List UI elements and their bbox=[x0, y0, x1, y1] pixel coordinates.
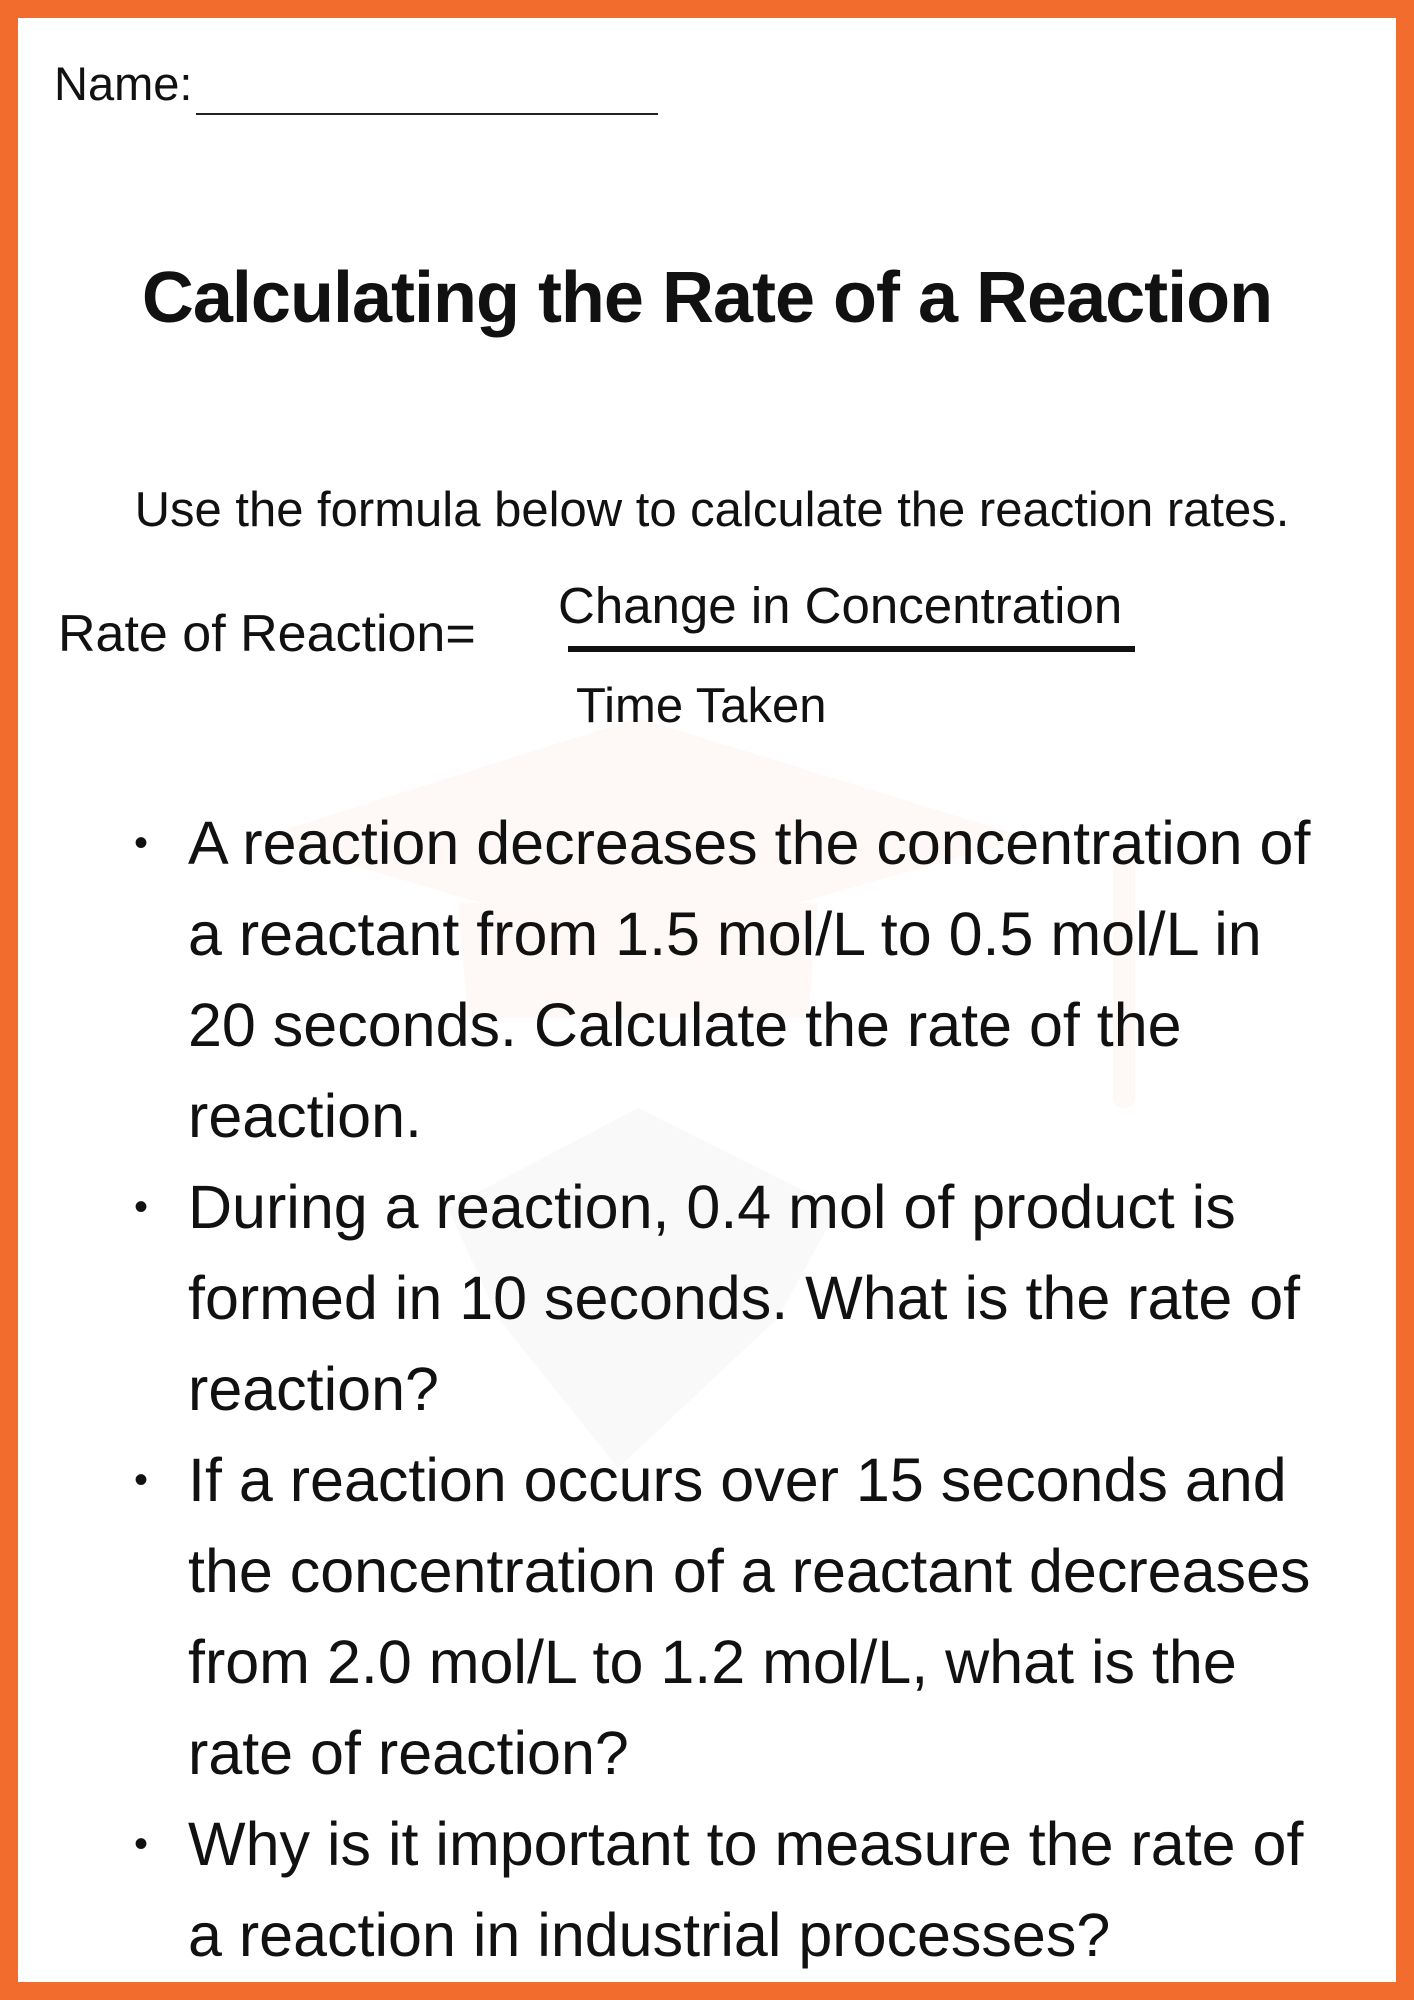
formula-denominator: Time Taken bbox=[576, 679, 827, 733]
name-label: Name: bbox=[54, 57, 193, 110]
question-list bbox=[18, 798, 1396, 1981]
question-item bbox=[18, 1435, 1396, 1799]
formula-numerator: Change in Concentration bbox=[558, 577, 1123, 634]
question-text: A reaction decreases the concentration of a reactant from 1.5 mol/L to 0.5 mol/L in 20 seconds. Calculate the rate of the reaction. bbox=[188, 809, 1311, 1150]
instructions-text: Use the formula below to calculate the reaction rates. bbox=[134, 483, 1290, 537]
formula-label: Rate of Reaction= bbox=[58, 605, 476, 663]
question-text: Why is it important to measure the rate of a reaction in industrial processes? bbox=[188, 1810, 1304, 1969]
name-blank-line[interactable] bbox=[196, 113, 658, 115]
name-field bbox=[54, 57, 658, 110]
question-text: During a reaction, 0.4 mol of product is formed in 10 seconds. What is the rate of reaction? bbox=[188, 1173, 1301, 1423]
question-item bbox=[18, 798, 1396, 1162]
bullet-icon: • bbox=[134, 1822, 149, 1866]
bullet-icon: • bbox=[134, 1458, 149, 1502]
bullet-icon: • bbox=[134, 1185, 149, 1229]
fraction-bar bbox=[568, 646, 1135, 652]
worksheet-title: Calculating the Rate of a Reaction bbox=[141, 258, 1273, 338]
question-item bbox=[18, 1162, 1396, 1435]
question-item bbox=[18, 1799, 1396, 1981]
bullet-icon: • bbox=[134, 821, 149, 865]
question-text: If a reaction occurs over 15 seconds and the concentration of a reactant decreases from 2.0 mol/L to 1.2 mol/L, what is the rate of reaction? bbox=[188, 1446, 1311, 1787]
